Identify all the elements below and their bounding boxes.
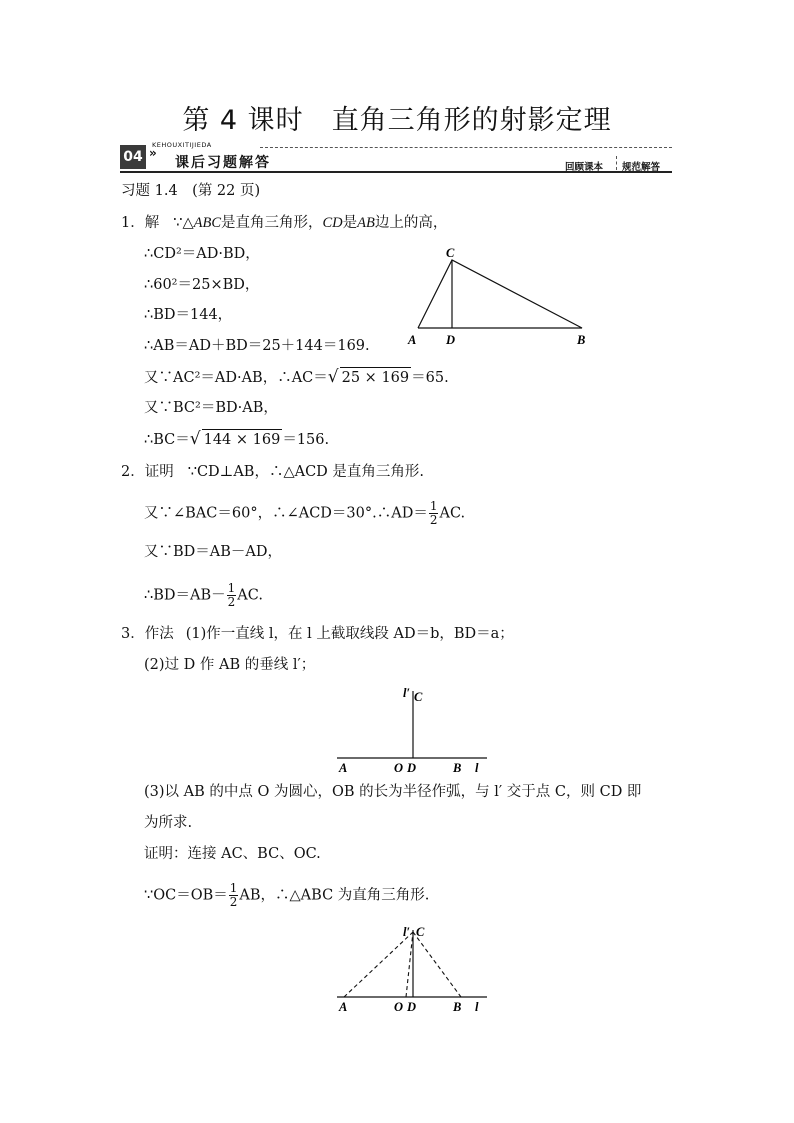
q1-line-2: ∴60²＝25×BD， xyxy=(144,277,260,293)
q3-step-1 xyxy=(121,624,514,644)
q2-statement xyxy=(121,462,424,482)
q2-line-2-post: AC. xyxy=(439,505,466,522)
label-A: A xyxy=(408,333,417,347)
label-A: A xyxy=(339,761,348,775)
label-O: O xyxy=(394,1000,404,1014)
label-B: B xyxy=(577,333,586,347)
q3-construction-figure xyxy=(330,683,500,778)
label-A: A xyxy=(339,1000,348,1014)
q1-line-7-text: ∴BC＝ xyxy=(144,432,190,448)
q1-line-3: ∴BD＝144， xyxy=(144,307,233,323)
sqrt-sign-2: √ xyxy=(189,429,201,449)
q2-number: 2． xyxy=(121,464,145,480)
q1-line-5 xyxy=(144,367,449,388)
section-pinyin: KEHOUXITIJIEDA xyxy=(152,141,212,149)
section-title: 课后习题解答 xyxy=(175,155,271,171)
q2-line-4 xyxy=(144,582,263,609)
q3-tag: 作法 xyxy=(144,626,174,642)
banner-rule xyxy=(120,171,672,173)
q1-number: 1． xyxy=(121,215,145,231)
label-C: C xyxy=(446,246,455,260)
q3-proof-post: AB，∴△ABC 为直角三角形. xyxy=(239,887,430,904)
q3-proof-line xyxy=(144,882,429,909)
label-B: B xyxy=(453,761,462,775)
q1-line-7 xyxy=(144,429,329,450)
fraction-denominator: 2 xyxy=(429,513,438,527)
q1-statement xyxy=(121,213,447,233)
sqrt-sign-1: √ xyxy=(327,367,339,387)
q3-step-3a: (3)以 AB 的中点 O 为圆心，OB 的长为半径作弧，与 l′ 交于点 C，则 CD 即 xyxy=(144,784,642,800)
q1-line-5-text: 又∵AC²＝AD·AB，∴AC＝ xyxy=(144,370,328,386)
q3-step-1-text: (1)作一直线 l，在 l 上截取线段 AD＝b，BD＝a； xyxy=(185,626,514,642)
exercise-header: 习题 1.4 (第 22 页) xyxy=(121,183,261,199)
q1-line-1: ∴CD²＝AD·BD， xyxy=(144,246,260,262)
fraction-half xyxy=(229,882,239,909)
section-number-badge: 04 xyxy=(120,145,146,169)
q1-result-1: ＝65. xyxy=(411,370,449,386)
q2-stmt-text: ∵CD⊥AB，∴△ACD 是直角三角形. xyxy=(187,464,425,480)
q1-stmt-mid2: 是 xyxy=(342,215,358,231)
q1-triangle-figure xyxy=(400,245,600,350)
label-l: l xyxy=(475,1000,479,1014)
label-D: D xyxy=(446,333,456,347)
fraction-half xyxy=(429,500,439,527)
q1-line-6: 又∵BC²＝BD·AB， xyxy=(144,400,278,416)
label-l-prime: l′ xyxy=(403,925,410,939)
label-D: D xyxy=(407,761,417,775)
q2-tag: 证明 xyxy=(144,464,174,480)
q2-line-4-pre: ∴BD＝AB－ xyxy=(144,587,226,604)
label-C: C xyxy=(414,690,423,704)
q1-stmt-pre: ∵△ xyxy=(173,215,194,231)
q2-line-2 xyxy=(144,500,465,527)
fraction-numerator: 1 xyxy=(229,881,238,895)
q1-stmt-abc: ABC xyxy=(193,215,222,231)
nav-separator xyxy=(616,156,617,170)
q3-proof-figure xyxy=(330,922,500,1017)
q2-line-2-pre: 又∵∠BAC＝60°，∴∠ACD＝30°.∴AD＝ xyxy=(144,505,428,522)
q1-stmt-cd: CD xyxy=(322,215,343,231)
label-B: B xyxy=(453,1000,462,1014)
fraction-denominator: 2 xyxy=(227,595,236,609)
q1-result-2: ＝156. xyxy=(282,432,330,448)
q1-sqrt-2: 144 × 169 xyxy=(202,429,283,450)
q1-line-4: ∴AB＝AD＋BD＝25＋144＝169. xyxy=(144,338,370,354)
label-l: l xyxy=(475,761,479,775)
q3-number: 3． xyxy=(121,626,145,642)
q1-sqrt-1: 25 × 169 xyxy=(340,367,412,388)
label-C: C xyxy=(416,925,425,939)
fraction-half xyxy=(227,582,237,609)
banner-dotted-rule xyxy=(260,147,672,148)
page-title: 第 4 课时 直角三角形的射影定理 xyxy=(182,105,612,136)
q3-proof-pre: ∵OC＝OB＝ xyxy=(144,887,228,904)
fraction-numerator: 1 xyxy=(429,499,438,513)
q3-step-3b: 为所求. xyxy=(144,815,193,831)
q1-stmt-mid: 是直角三角形， xyxy=(221,215,323,231)
nav-review-textbook: 回顾课本 xyxy=(565,162,604,173)
q1-stmt-ab: AB xyxy=(357,215,375,231)
label-D: D xyxy=(407,1000,417,1014)
q1-tag: 解 xyxy=(144,215,160,231)
q2-line-3: 又∵BD＝AB－AD， xyxy=(144,544,283,560)
q3-proof-head: 证明：连接 AC、BC、OC. xyxy=(144,846,321,862)
q3-step-2: (2)过 D 作 AB 的垂线 l′； xyxy=(144,657,316,673)
q2-line-4-post: AC. xyxy=(237,587,263,604)
fraction-numerator: 1 xyxy=(227,581,236,595)
label-O: O xyxy=(394,761,404,775)
fraction-denominator: 2 xyxy=(229,895,238,909)
label-l-prime: l′ xyxy=(403,686,410,700)
double-chevron-icon: » xyxy=(149,146,157,160)
q1-stmt-end: 边上的高， xyxy=(374,215,448,231)
nav-standard-answer: 规范解答 xyxy=(622,162,661,173)
